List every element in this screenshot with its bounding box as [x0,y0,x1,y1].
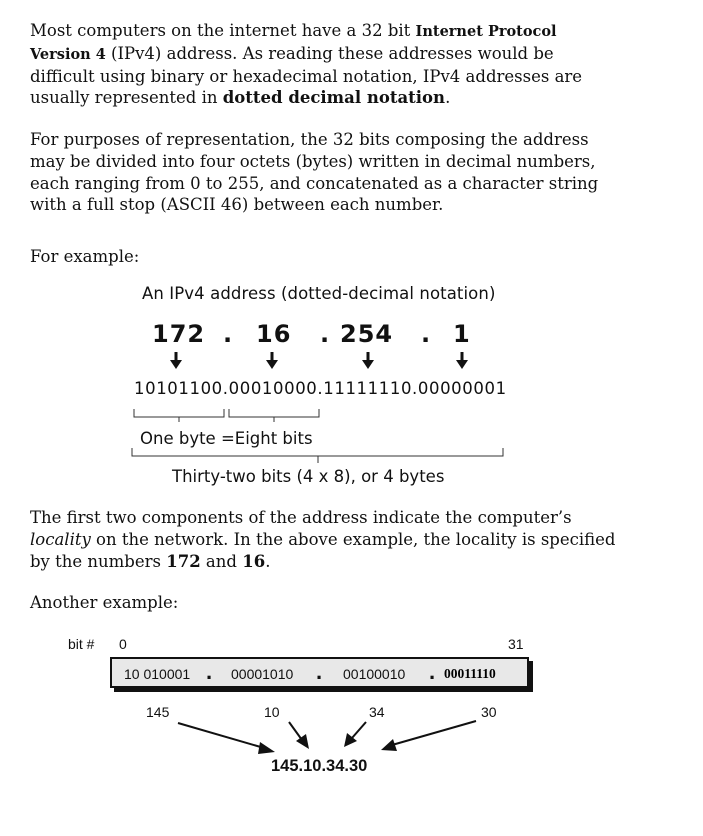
locality-text-3: and [200,551,243,571]
locality-text-1: The first two components of the address indicate the computer’s [30,508,572,527]
bit-end-label: 31 [508,636,524,652]
arrow-head-icon [381,739,397,751]
arrow-head-icon [296,734,309,749]
locality-text-2: on the network. In the above example, the locality is specified by the numbers [30,529,616,571]
intro-text-1: Most computers on the internet have a 32 bit [30,21,416,40]
decimal-octet-1: 145 [146,704,170,720]
locality-term: locality [30,529,91,549]
binary-octet-1: 10 010001 [124,666,191,682]
dotted-decimal-term: dotted decimal notation [222,88,446,108]
down-arrow-icon [456,352,468,369]
binary-octet-4: 00011110 [444,666,496,681]
intro-text-2: (IPv4) address. As reading these addresses would be difficult using binary or hexadecimal notation, IPv4 addresses are usually represented in [30,43,583,108]
figure1-title: An IPv4 address (dotted-decimal notation) [142,284,496,303]
octet-1: 172 [152,320,206,348]
binary-octet-2: 00001010 [231,666,294,682]
ipv4-term: Internet Protocol Version 4 [30,23,557,63]
byte-brace-2 [229,409,319,422]
binary-dot-2: . [316,659,323,684]
binary-dot-1: . [206,659,213,684]
intro-paragraph [30,20,620,109]
locality-text-4: . [265,551,271,571]
octet-3: 254 [340,320,394,348]
number-16: 16 [242,551,266,571]
total-brace [132,448,503,463]
down-arrow-icon [266,352,278,369]
decimal-octet-3: 34 [369,704,385,720]
octet-dot-3: . [421,320,432,348]
dotted-decimal-result: 145.10.34.30 [271,757,368,775]
number-172: 172 [166,551,201,571]
another-example-label: Another example: [30,593,179,612]
decimal-octet-4: 30 [481,704,497,720]
octet-dot-1: . [223,320,234,348]
arrow-30 [392,721,476,745]
intro-text-3: . [445,88,451,108]
byte-brace-1 [134,409,224,422]
for-example-label: For example: [30,247,140,266]
arrow-head-icon [258,742,275,754]
down-arrow-icon [362,352,374,369]
bit-start-label: 0 [119,636,127,652]
binary-address: 10101100.00010000.11111110.00000001 [134,379,507,398]
byte-label: One byte =Eight bits [140,429,313,448]
octet-dot-2: . [320,320,331,348]
arrow-10 [289,722,302,740]
representation-paragraph: For purposes of representation, the 32 bits composing the address may be divided into four octets (bytes) written in decimal numbers, each ranging from 0 to 255, and concatenated as a character string with a full stop (ASCII 46) between each number. [30,130,599,215]
arrow-145 [178,723,264,748]
decimal-octet-2: 10 [264,704,280,720]
down-arrow-icon [170,352,182,369]
locality-paragraph [30,507,620,572]
octet-4: 1 [453,320,471,348]
bit-number-label: bit # [68,636,95,652]
arrow-34 [352,722,366,738]
octet-2: 16 [256,320,292,348]
binary-octet-3: 00100010 [343,666,406,682]
thirty-two-bits-label: Thirty-two bits (4 x 8), or 4 bytes [172,467,445,486]
arrow-head-icon [344,733,357,747]
binary-dot-3: . [429,659,436,684]
